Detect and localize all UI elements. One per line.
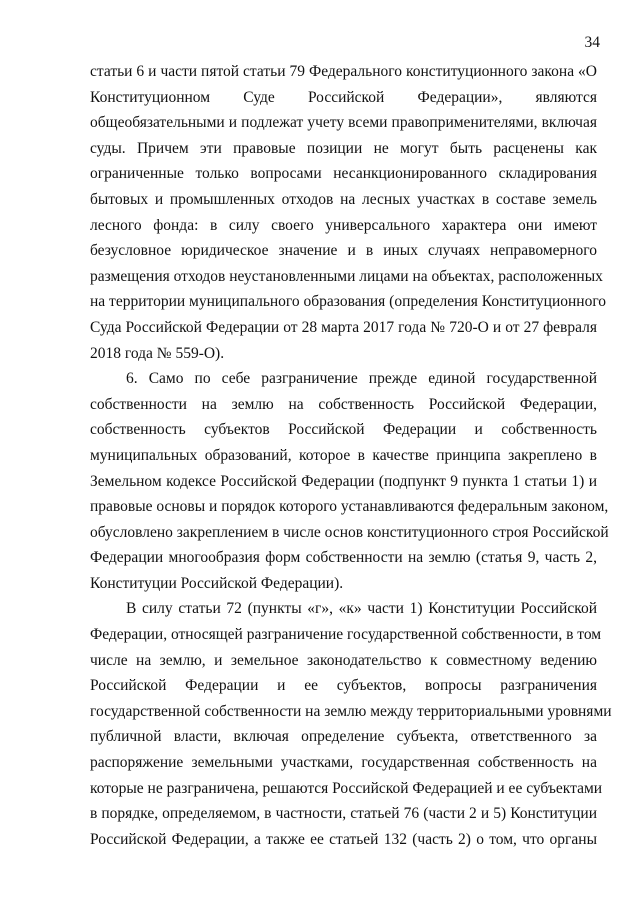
text-line: Конституционном Суде Российской Федерации», являются (90, 88, 597, 106)
text-line: распоряжение земельными участками, государственная собственность на (90, 754, 597, 772)
text-line: Федерации, относящей разграничение государственной собственности, в том (90, 626, 602, 644)
paragraph-2 (90, 366, 609, 596)
text-line: собственность субъектов Российской Федерации и собственность (90, 421, 597, 439)
paragraph-3 (90, 596, 612, 852)
text-line: Суда Российской Федерации от 28 марта 2017 года № 720-О и от 27 февраля (90, 318, 597, 336)
text-line: статьи 6 и части пятой статьи 79 Федерального конституционного закона «О (90, 63, 597, 80)
text-line: Российской Федерации, а также ее статьей 132 (часть 2) о том, что органы (90, 830, 597, 848)
text-line: государственной собственности на землю между территориальными уровнями (90, 702, 612, 720)
text-line: 2018 года № 559-О). (90, 344, 225, 362)
paragraph-1 (90, 59, 607, 366)
text-line: 6. Само по себе разграничение прежде единой государственной (126, 370, 597, 388)
text-line: собственности на землю на собственность Российской Федерации, (90, 395, 597, 413)
text-line: Земельном кодексе Российской Федерации (подпункт 9 пункта 1 статьи 1) и (90, 472, 597, 490)
text-line: муниципальных образований, которое в качестве принципа закреплено в (90, 446, 597, 464)
text-line: размещения отходов неустановленными лицами на объектах, расположенных (90, 267, 603, 285)
text-line: Российской Федерации и ее субъектов, вопросы разграничения (90, 677, 597, 695)
text-line: обусловлено закреплением в числе основ конституционного строя Российской (90, 523, 609, 541)
text-line: Федерации многообразия форм собственности на землю (статья 9, часть 2, (90, 549, 597, 567)
text-line: суды. Причем эти правовые позиции не могут быть расценены как (90, 139, 597, 157)
text-line: общеобязательными и подлежат учету всеми правоприменителями, включая (90, 114, 597, 132)
text-line: числе на землю, и земельное законодательство к совместному ведению (90, 651, 597, 669)
text-line: которые не разграничена, решаются Российской Федерацией и ее субъектами (90, 779, 603, 797)
body-text (90, 59, 612, 852)
text-line: бытовых и промышленных отходов на лесных участках в составе земель (90, 190, 597, 208)
text-line: ограниченные только вопросами несанкционированного складирования (90, 165, 597, 183)
text-line: Конституции Российской Федерации). (90, 574, 344, 592)
text-line: на территории муниципального образования (определения Конституционного (90, 293, 607, 311)
text-line: публичной власти, включая определение субъекта, ответственного за (90, 728, 597, 746)
text-line: правовые основы и порядок которого устанавливаются федеральным законом, (90, 498, 609, 516)
text-line: в порядке, определяемом, в частности, статьей 76 (части 2 и 5) Конституции (90, 805, 597, 823)
text-line: безусловное юридическое значение и в иных случаях неправомерного (90, 242, 597, 260)
text-line: лесного фонда: в силу своего универсального характера они имеют (90, 216, 597, 234)
text-line: В силу статьи 72 (пункты «г», «к» части 1) Конституции Российской (126, 600, 597, 618)
page-number: 34 (584, 34, 600, 51)
